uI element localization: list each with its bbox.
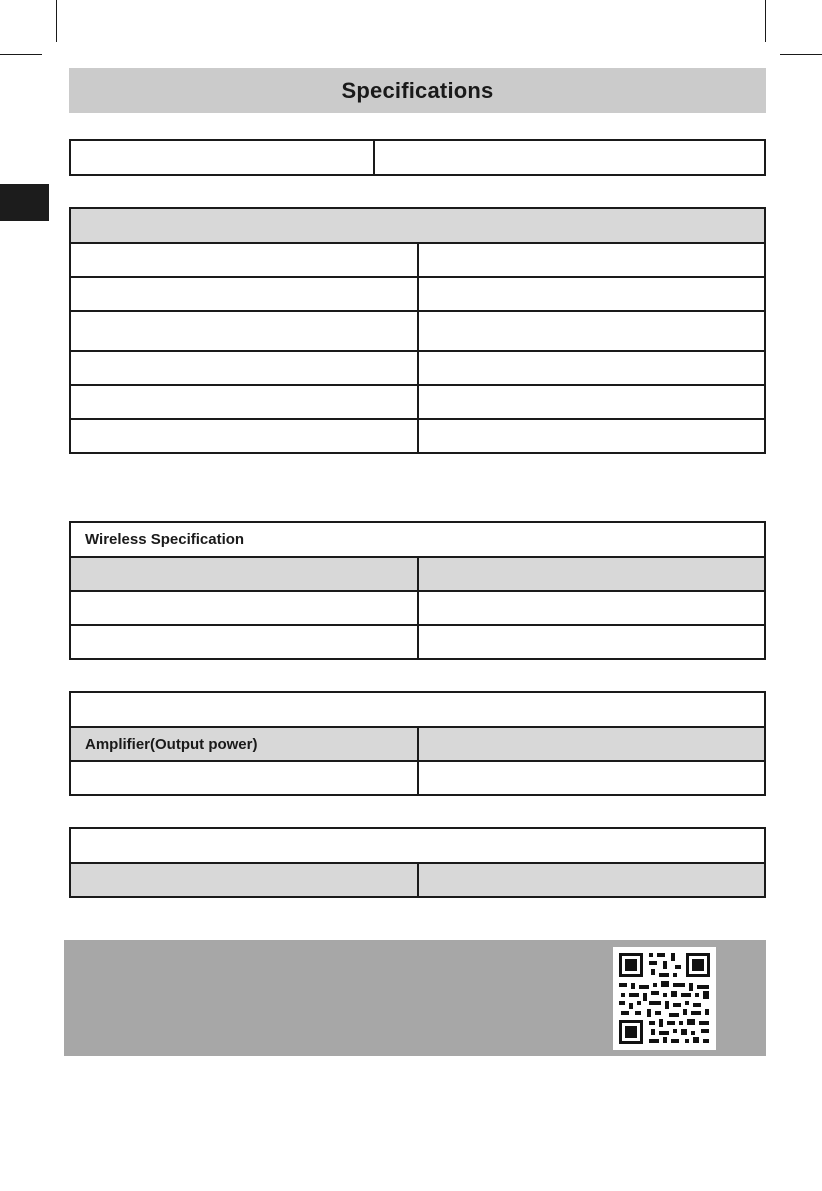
table-cell (418, 557, 766, 591)
table-header: Wireless Specification (70, 522, 765, 557)
table-header-row (70, 208, 765, 243)
table-header-row (70, 828, 765, 863)
table-cell (374, 140, 765, 175)
table-cell (418, 863, 766, 897)
wireless-spec-table (69, 521, 766, 660)
table-row (70, 311, 765, 351)
table-cell (418, 311, 766, 351)
crop-mark (780, 54, 822, 55)
table-cell (70, 140, 374, 175)
table-header (70, 828, 765, 863)
table-cell (70, 419, 418, 453)
table-row (70, 727, 765, 761)
general-table (69, 139, 766, 176)
table-row (70, 625, 765, 659)
page-title: Specifications (341, 77, 494, 103)
table-cell (418, 385, 766, 419)
table-row (70, 385, 765, 419)
last-spec-table (69, 827, 766, 898)
table-row (70, 140, 765, 175)
crop-mark (0, 54, 42, 55)
table-header (70, 692, 765, 727)
table-cell (418, 761, 766, 795)
table-cell (70, 761, 418, 795)
table-cell (70, 863, 418, 897)
table-cell: Amplifier(Output power) (70, 727, 418, 761)
table-cell (418, 277, 766, 311)
table-header-row (70, 522, 765, 557)
table-cell (418, 419, 766, 453)
title-bar (69, 68, 766, 113)
table-row (70, 419, 765, 453)
table-row (70, 863, 765, 897)
crop-mark (765, 0, 766, 42)
table-cell (418, 727, 766, 761)
table-cell (70, 351, 418, 385)
table-cell (418, 625, 766, 659)
table-cell (418, 591, 766, 625)
table-cell (418, 351, 766, 385)
amplifier-spec-table (69, 691, 766, 796)
table-cell (70, 557, 418, 591)
table-cell (70, 311, 418, 351)
side-language-tab (0, 184, 49, 221)
table-header-row (70, 692, 765, 727)
table-row (70, 351, 765, 385)
table-row (70, 243, 765, 277)
main-spec-table (69, 207, 766, 454)
table-row (70, 277, 765, 311)
table-cell (418, 243, 766, 277)
table-row (70, 761, 765, 795)
table-cell (70, 625, 418, 659)
crop-mark (56, 0, 57, 42)
table-row (70, 591, 765, 625)
qr-code-icon (613, 947, 716, 1050)
table-cell (70, 591, 418, 625)
table-cell (70, 277, 418, 311)
table-row (70, 557, 765, 591)
table-cell (70, 243, 418, 277)
table-cell (70, 385, 418, 419)
table-header (70, 208, 765, 243)
